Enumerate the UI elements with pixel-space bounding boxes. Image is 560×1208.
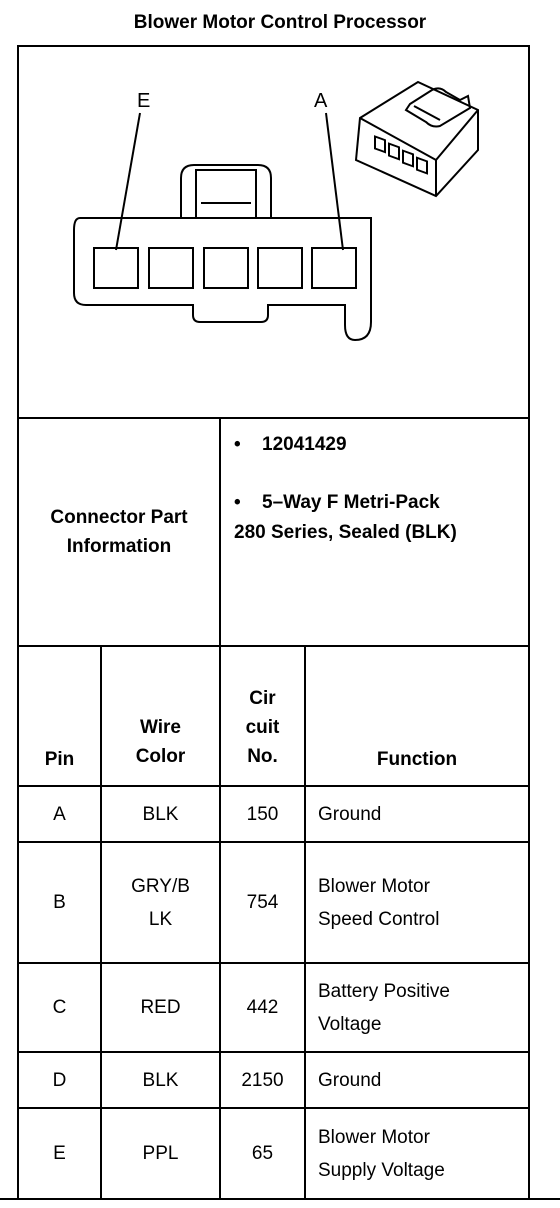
pin-cell [19,843,100,962]
bullet: • [234,434,241,455]
circuit-cell [221,843,304,962]
part-number: 12041429 [262,434,347,455]
pin-cell [19,964,100,1051]
pin-cavity-a [312,248,356,288]
leader-line-a [326,113,343,250]
pin-cell-text: C [52,997,67,1018]
connector-diagram [19,47,528,417]
pin-cavity-e [94,248,138,288]
circuit-cell [221,787,304,841]
pin-cell [19,787,100,841]
connector-info-heading-line1: Connector Part [50,507,188,528]
circuit-cell-text: 65 [251,1143,274,1164]
pin-cavity-c [204,248,248,288]
function-cell-text: Battery Positive [318,980,450,1002]
function-cell [306,964,528,1051]
wire-color-cell [102,1053,219,1107]
pin-cavity-b [258,248,302,288]
function-cell-text: Ground [318,1069,382,1091]
wire-color-cell [102,843,219,962]
function-cell [306,1053,528,1107]
pin-cell-text: A [53,803,66,825]
pin-cell-text: B [53,892,66,913]
wire-color-cell-text: PPL [142,1143,179,1164]
circuit-cell-text: 150 [246,803,279,825]
function-cell-text: Blower Motor [318,875,430,897]
wire-color-cell-text: GRY/B [131,875,190,897]
wire-color-cell-text: LK [148,908,173,930]
page-title: Blower Motor Control Processor [133,12,427,33]
header-circuit-no: Cir cuit No. [245,688,280,767]
wire-color-cell-text: RED [140,997,181,1018]
function-cell-text: Speed Control [318,908,440,930]
pin-label-a: A [314,90,328,112]
connector-info-heading-line2: Information [66,536,172,557]
header-function: Function [376,749,458,770]
leader-line-e [116,113,140,250]
pin-label-e: E [137,90,151,112]
header-pin: Pin [44,749,75,770]
pin-cell [19,1109,100,1198]
isometric-connector-icon [356,82,478,196]
function-cell [306,1109,528,1198]
circuit-cell-text: 2150 [241,1069,284,1091]
connector-description-line2: 280 Series, Sealed (BLK) [234,522,457,543]
pin-cell-text: E [53,1143,66,1164]
function-cell-text: Ground [318,803,382,825]
wire-color-cell-text: BLK [142,803,179,825]
wire-color-cell-text: BLK [142,1069,179,1091]
pin-cell-text: D [52,1069,67,1091]
pin-cavity-d [149,248,193,288]
wire-color-cell [102,964,219,1051]
pin-cell [19,1053,100,1107]
wire-color-cell [102,787,219,841]
function-cell-text: Supply Voltage [318,1159,445,1181]
function-cell [306,843,528,962]
function-cell-text: Voltage [318,1013,382,1035]
connector-info-heading [19,419,219,645]
wire-color-cell [102,1109,219,1198]
divider [0,1198,560,1200]
circuit-cell-text: 442 [246,997,279,1018]
connector-latch [181,165,271,218]
circuit-cell [221,1109,304,1198]
circuit-cell-text: 754 [246,892,279,913]
function-cell [306,787,528,841]
circuit-cell [221,964,304,1051]
function-cell-text: Blower Motor [318,1126,430,1148]
connector-description-line1: 5–Way F Metri-Pack [262,492,440,513]
circuit-cell [221,1053,304,1107]
header-wire-color: Wire Color [135,717,186,767]
bullet: • [234,492,241,513]
